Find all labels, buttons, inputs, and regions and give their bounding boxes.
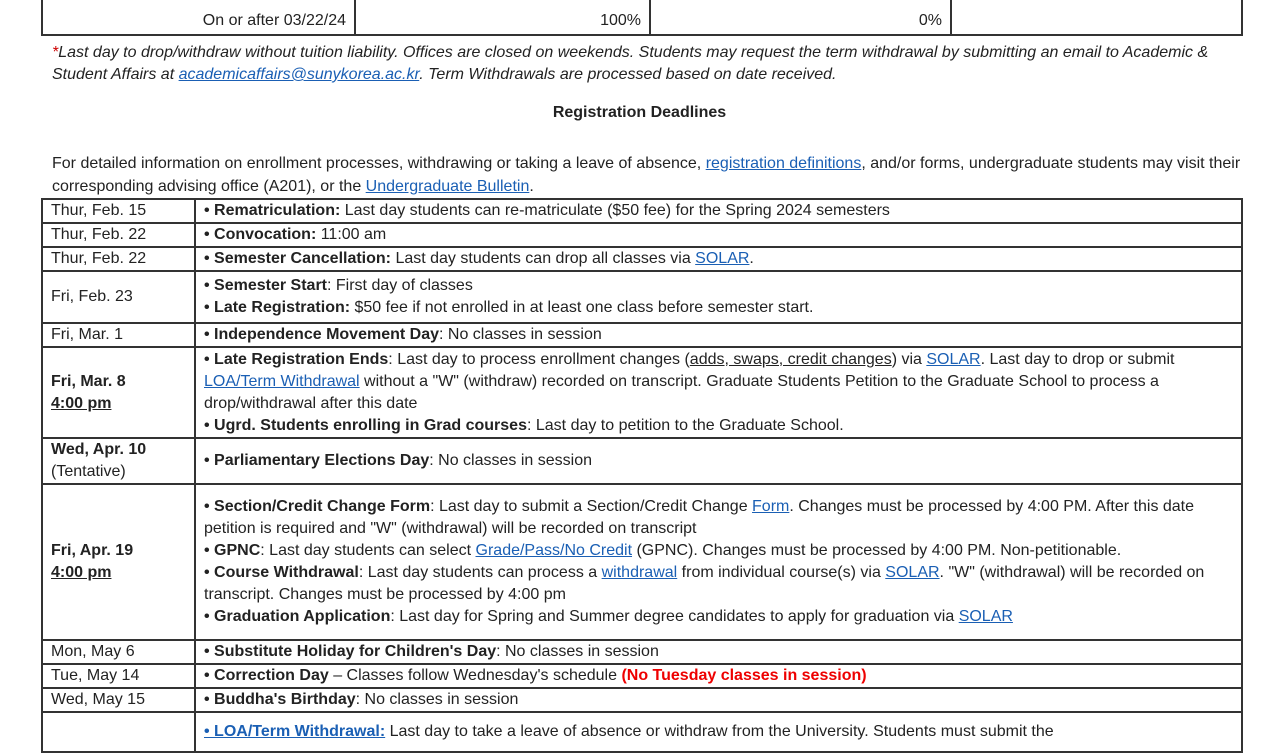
date-text: Wed, May 15 (51, 691, 145, 708)
description-cell (195, 247, 1242, 271)
email-link[interactable]: academicaffairs@sunykorea.ac.kr (178, 66, 420, 83)
deadline-item (204, 275, 1233, 297)
deadline-item (204, 496, 1233, 540)
deadline-item (204, 540, 1233, 562)
item-text: . "W" (withdrawal) will be recorded on transcript. Changes must be processed by 4:00 pm (204, 564, 1205, 603)
link[interactable]: Grade/Pass/No Credit (475, 542, 633, 559)
item-text: : Last day students can process a (358, 564, 602, 581)
table-row (42, 438, 1242, 484)
item-text: adds, swaps, credit changes (689, 350, 892, 368)
item-title: • GPNC (204, 542, 261, 559)
deadline-item (204, 606, 1233, 628)
table-row (42, 688, 1242, 712)
table-row (42, 712, 1242, 752)
refund-cell: 100% (355, 0, 650, 35)
table-row (42, 271, 1242, 323)
table-row (42, 640, 1242, 664)
item-title: • Buddha's Birthday (204, 691, 356, 708)
deadline-item (204, 324, 1233, 346)
deadline-item (204, 721, 1233, 743)
date-text: Mon, May 6 (51, 643, 135, 660)
intro-paragraph (52, 152, 1242, 198)
item-text: Last day to take a leave of absence or withdraw from the University. Students must submit the (385, 723, 1054, 740)
deadline-item (204, 297, 1233, 319)
date-subline: 4:00 pm (51, 394, 112, 412)
date-text: Thur, Feb. 15 (51, 202, 147, 219)
item-title: • Semester Cancellation: (204, 250, 391, 267)
date-subline: 4:00 pm (51, 564, 112, 581)
date-cell (42, 640, 195, 664)
date-text: Fri, Mar. 8 (51, 372, 126, 390)
deadline-item (204, 415, 1233, 437)
item-title: • Ugrd. Students enrolling in Grad courses (204, 416, 527, 434)
link[interactable]: SOLAR (695, 250, 750, 267)
date-cell (42, 271, 195, 323)
deadline-item (204, 200, 1233, 222)
item-text: : Last day to submit a Section/Credit Change (430, 498, 753, 515)
table-row (42, 199, 1242, 223)
note-text-end: . Term Withdrawals are processed based on date received. (419, 66, 837, 83)
description-cell (195, 712, 1242, 752)
table-row (42, 223, 1242, 247)
date-text: Wed, Apr. 10 (51, 441, 147, 458)
asterisk: * (52, 44, 59, 61)
description-cell (195, 688, 1242, 712)
date-cell (42, 223, 195, 247)
item-title: • Independence Movement Day (204, 326, 439, 343)
liability-cell: 0% (650, 0, 951, 35)
link[interactable]: Form (752, 498, 790, 515)
link[interactable]: withdrawal (601, 564, 678, 581)
table-row (42, 664, 1242, 688)
item-text: : No classes in session (355, 691, 519, 708)
link[interactable]: LOA/Term Withdrawal (204, 372, 360, 390)
date-cell (42, 484, 195, 640)
section-heading: Registration Deadlines (552, 104, 727, 121)
date-text: Fri, Mar. 1 (51, 326, 124, 343)
intro-text: . (529, 178, 534, 195)
date-cell (42, 323, 195, 347)
link[interactable]: SOLAR (958, 608, 1013, 625)
item-title: • Parliamentary Elections Day (204, 452, 430, 469)
deadline-item (204, 665, 1233, 687)
table-row (42, 323, 1242, 347)
date-text: Thur, Feb. 22 (51, 226, 147, 243)
item-title: • Late Registration: (204, 299, 351, 316)
item-title: • Correction Day (204, 667, 329, 684)
withdrawal-note (52, 42, 1242, 86)
description-cell (195, 223, 1242, 247)
link[interactable]: • LOA/Term Withdrawal: (204, 723, 386, 740)
item-text: : Last day for Spring and Summer degree candidates to apply for graduation via (390, 608, 959, 625)
date-cell: On or after 03/22/24 (42, 0, 355, 35)
item-text: : Last day to process enrollment changes ( (388, 350, 690, 368)
item-text: : No classes in session (496, 643, 659, 660)
date-text: Tue, May 14 (51, 667, 140, 684)
deadline-item (204, 689, 1233, 711)
date-text: Fri, Apr. 19 (51, 542, 134, 559)
item-text: . (749, 250, 754, 267)
item-text: : No classes in session (439, 326, 602, 343)
description-cell (195, 323, 1242, 347)
item-text: ) via (891, 350, 927, 368)
link[interactable]: SOLAR (885, 564, 940, 581)
date-cell (42, 199, 195, 223)
item-text: Last day students can drop all classes via (391, 250, 696, 267)
item-text: from individual course(s) via (677, 564, 886, 581)
table-row (42, 0, 1242, 35)
item-title: • Section/Credit Change Form (204, 498, 431, 515)
description-cell (195, 347, 1242, 438)
item-text: : Last day to petition to the Graduate School. (526, 416, 844, 434)
item-text: : No classes in session (429, 452, 592, 469)
item-text: 11:00 am (316, 226, 387, 243)
deadline-item (204, 641, 1233, 663)
date-cell (42, 664, 195, 688)
date-cell (42, 438, 195, 484)
description-cell (195, 438, 1242, 484)
deadline-item (204, 248, 1233, 270)
description-cell (195, 199, 1242, 223)
description-cell (195, 664, 1242, 688)
item-text: . Last day to drop or submit (980, 350, 1175, 368)
item-title: • Substitute Holiday for Children's Day (204, 643, 497, 660)
table-row (42, 484, 1242, 640)
item-text: : First day of classes (327, 277, 473, 294)
date-cell (42, 347, 195, 438)
date-text: Thur, Feb. 22 (51, 250, 147, 267)
item-title: • Semester Start (204, 277, 327, 294)
item-text: without a "W" (withdraw) recorded on transcript. Graduate Students Petition to the Graduate School to process a drop/withdrawal after this date (204, 372, 1159, 412)
table-row (42, 247, 1242, 271)
date-text: Fri, Feb. 23 (51, 288, 133, 305)
link[interactable]: SOLAR (926, 350, 981, 368)
intro-text: , and/or forms, undergraduate students may visit their corresponding advising office (A201), or the (52, 155, 1241, 195)
item-title: • Graduation Application (204, 608, 391, 625)
registration-deadlines-table (41, 198, 1243, 753)
item-text: Last day students can re-matriculate ($50 fee) for the Spring 2024 semesters (340, 202, 890, 219)
date-cell (42, 688, 195, 712)
extra-cell (951, 0, 1242, 35)
item-text: . Changes must be processed by 4:00 PM. After this date petition is required and "W" (withdrawal) will be recorded on transcript (204, 498, 1195, 537)
tuition-liability-table (41, 0, 1243, 36)
registration-definitions-link[interactable]: registration definitions (705, 155, 862, 172)
item-text: – Classes follow Wednesday's schedule (328, 667, 622, 684)
deadline-item (204, 224, 1233, 246)
item-title: • Rematriculation: (204, 202, 341, 219)
deadline-item (204, 562, 1233, 606)
description-cell (195, 271, 1242, 323)
item-text: : Last day students can select (260, 542, 476, 559)
warning-text: (No Tuesday classes in session) (621, 667, 867, 684)
deadline-item (204, 450, 1233, 472)
date-cell (42, 712, 195, 752)
table-row (42, 347, 1242, 438)
item-text: (GPNC). Changes must be processed by 4:00 PM. Non-petitionable. (632, 542, 1122, 559)
item-title: • Course Withdrawal (204, 564, 359, 581)
intro-text: For detailed information on enrollment processes, withdrawing or taking a leave of absence, (52, 155, 706, 172)
description-cell (195, 484, 1242, 640)
note-text: Last day to drop/withdraw without tuition liability. Offices are closed on weekends. Students may request the term withdrawal by submitting an email to Academic & Student Affairs at (52, 44, 1209, 83)
description-cell (195, 640, 1242, 664)
item-title: • Convocation: (204, 226, 317, 243)
date-subline: (Tentative) (51, 463, 126, 480)
undergraduate-bulletin-link[interactable]: Undergraduate Bulletin (365, 178, 530, 195)
deadline-item (204, 349, 1233, 415)
item-text: $50 fee if not enrolled in at least one class before semester start. (350, 299, 814, 316)
item-title: • Late Registration Ends (204, 350, 389, 368)
date-cell (42, 247, 195, 271)
